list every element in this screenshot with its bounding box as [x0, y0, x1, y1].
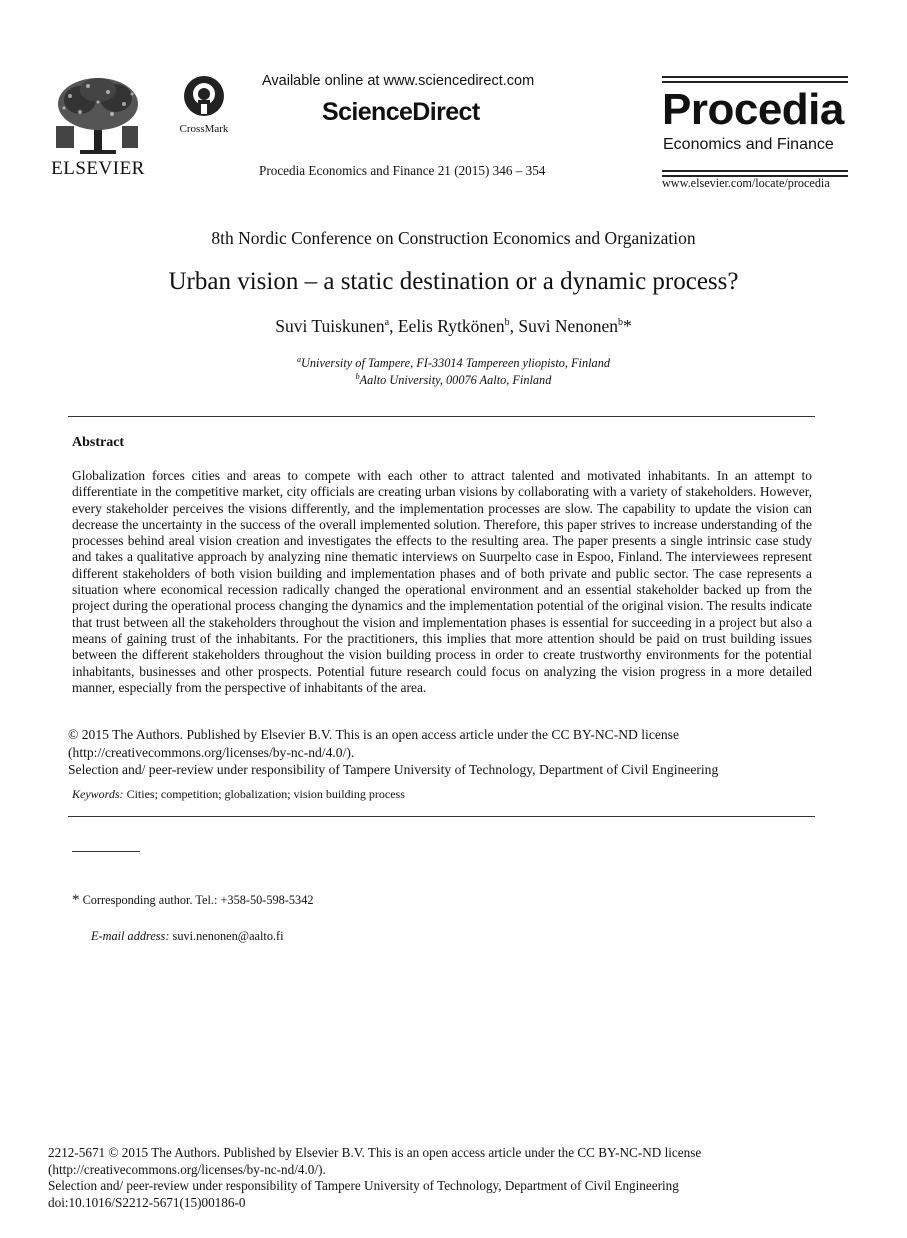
procedia-divider	[662, 81, 848, 83]
license-link-line	[68, 744, 828, 762]
sciencedirect-brand[interactable]: ScienceDirect	[322, 98, 480, 126]
available-online-text: Available online at www.sciencedirect.com	[262, 73, 535, 89]
section-divider	[68, 816, 815, 817]
paren-close: ).	[318, 1161, 326, 1177]
affiliation	[0, 372, 907, 388]
procedia-divider	[662, 170, 848, 172]
paper-title: Urban vision – a static destination or a dynamic process?	[168, 268, 739, 295]
paren-close: ).	[346, 744, 355, 760]
elsevier-tree-icon	[50, 74, 146, 158]
corresponding-text: Corresponding author. Tel.: +358-50-598-5342	[79, 893, 314, 907]
license-statement	[68, 726, 828, 779]
corresponding-star: *	[623, 316, 632, 336]
author-separator: ,	[389, 316, 398, 336]
paren-open: (	[48, 1161, 53, 1177]
email-note	[91, 929, 284, 944]
license-link[interactable]: http://creativecommons.org/licenses/by-nc-nd/4.0/	[52, 1161, 319, 1177]
abstract-heading: Abstract	[72, 435, 125, 450]
journal-reference: Procedia Economics and Finance 21 (2015) 346 – 354	[259, 163, 546, 178]
affiliation-text: Aalto University, 00076 Aalto, Finland	[359, 373, 552, 388]
abstract-body: Globalization forces cities and areas to compete with each other to attract talented and motivated inhabitants. In an attempt to differentiate in the competitive market, city officials are creating urban visions by collaborating with a variety of stakeholders. However, every stakeholder perceives the visions differently, and the implementation processes are slow. The capability to update the vision can decrease the uncertainty in the success of the overall implemented solution. Therefore, this paper strives to increase understanding of the processes behind areal vision creation and investigates the effects to the resulting area. The paper presents a single intrinsic case study and takes a qualitative approach by analyzing nine thematic interviews on Suurpelto case in Espoo, Finland. The interviewees represent different stakeholders of both vision building and implementation phases and of both private and public sector. The case represents a situation where economical recession radically changed the operational environment and an essential stakeholder backed up from the project during the operational process changing the dynamics and the implementation potential of the original vision. The results indicate that trust between all the stakeholders throughout the vision and implementation phases is essential for succeeding in a project but also a means of gaining trust of the inhabitants. For the practitioners, this implies that more attention should be paid on trust building issues between the different stakeholders throughout the vision building process in order to create trustworthy environments for the potential inhabitants, businesses and other prospects. Potential future research could focus on analyzing the vision progress in a more detailed manner, especially from the perspective of inhabitants of the area.	[72, 468, 812, 695]
corresponding-author-note	[72, 892, 314, 909]
copyright-footer	[48, 1145, 848, 1211]
conference-name: 8th Nordic Conference on Construction Economics and Organization	[211, 228, 696, 248]
paren-open: (	[68, 744, 73, 760]
author-name: Eelis Rytkönen	[397, 316, 505, 336]
doi-line[interactable]: doi:10.1016/S2212-5671(15)00186-0	[48, 1194, 246, 1210]
keywords-text: Cities; competition; globalization; vision building process	[123, 787, 405, 801]
section-divider	[68, 416, 815, 417]
crossmark-badge[interactable]	[172, 74, 236, 135]
procedia-journal-title: Procedia	[662, 85, 844, 134]
license-link-line	[48, 1162, 848, 1179]
elsevier-wordmark: ELSEVIER	[51, 158, 145, 179]
affiliation-mark: b	[355, 372, 360, 381]
author-name: Suvi Nenonen	[518, 316, 618, 336]
author-affil-mark: b	[504, 317, 510, 329]
procedia-url[interactable]: www.elsevier.com/locate/procedia	[662, 176, 830, 190]
author-name: Suvi Tuiskunen	[275, 316, 385, 336]
author-separator: ,	[509, 316, 519, 336]
keywords-label: Keywords:	[72, 787, 124, 801]
license-line: © 2015 The Authors. Published by Elsevier B.V. This is an open access article under the CC BY-NC-ND license	[68, 727, 680, 742]
license-link[interactable]: http://creativecommons.org/licenses/by-nc-nd/4.0/	[72, 744, 347, 760]
crossmark-label: CrossMark	[179, 123, 229, 135]
email-address[interactable]: suvi.nenonen@aalto.fi	[169, 929, 284, 943]
footnote-divider	[72, 851, 140, 852]
procedia-divider	[662, 76, 848, 78]
affiliation-mark: a	[297, 355, 301, 364]
affiliation-text: University of Tampere, FI-33014 Tampereen yliopisto, Finland	[301, 356, 610, 371]
author-affil-mark: b	[618, 317, 623, 329]
footnote-star: *	[72, 892, 80, 908]
peer-review-line: Selection and/ peer-review under responsibility of Tampere University of Technology, Department of Civil Engineering	[48, 1178, 679, 1194]
affiliation	[0, 355, 907, 371]
author-list	[0, 316, 907, 337]
procedia-journal-subtitle: Economics and Finance	[663, 136, 834, 153]
elsevier-logo	[50, 74, 146, 178]
crossmark-icon	[181, 74, 227, 118]
author-affil-mark: a	[384, 317, 390, 329]
peer-review-line: Selection and/ peer-review under responsibility of Tampere University of Technology, Department of Civil Engineering	[68, 762, 719, 777]
keywords	[72, 787, 405, 802]
issn-copyright-line: 2212-5671 © 2015 The Authors. Published by Elsevier B.V. This is an open access article under the CC BY-NC-ND license	[48, 1145, 702, 1160]
email-label: E-mail address:	[91, 929, 170, 943]
